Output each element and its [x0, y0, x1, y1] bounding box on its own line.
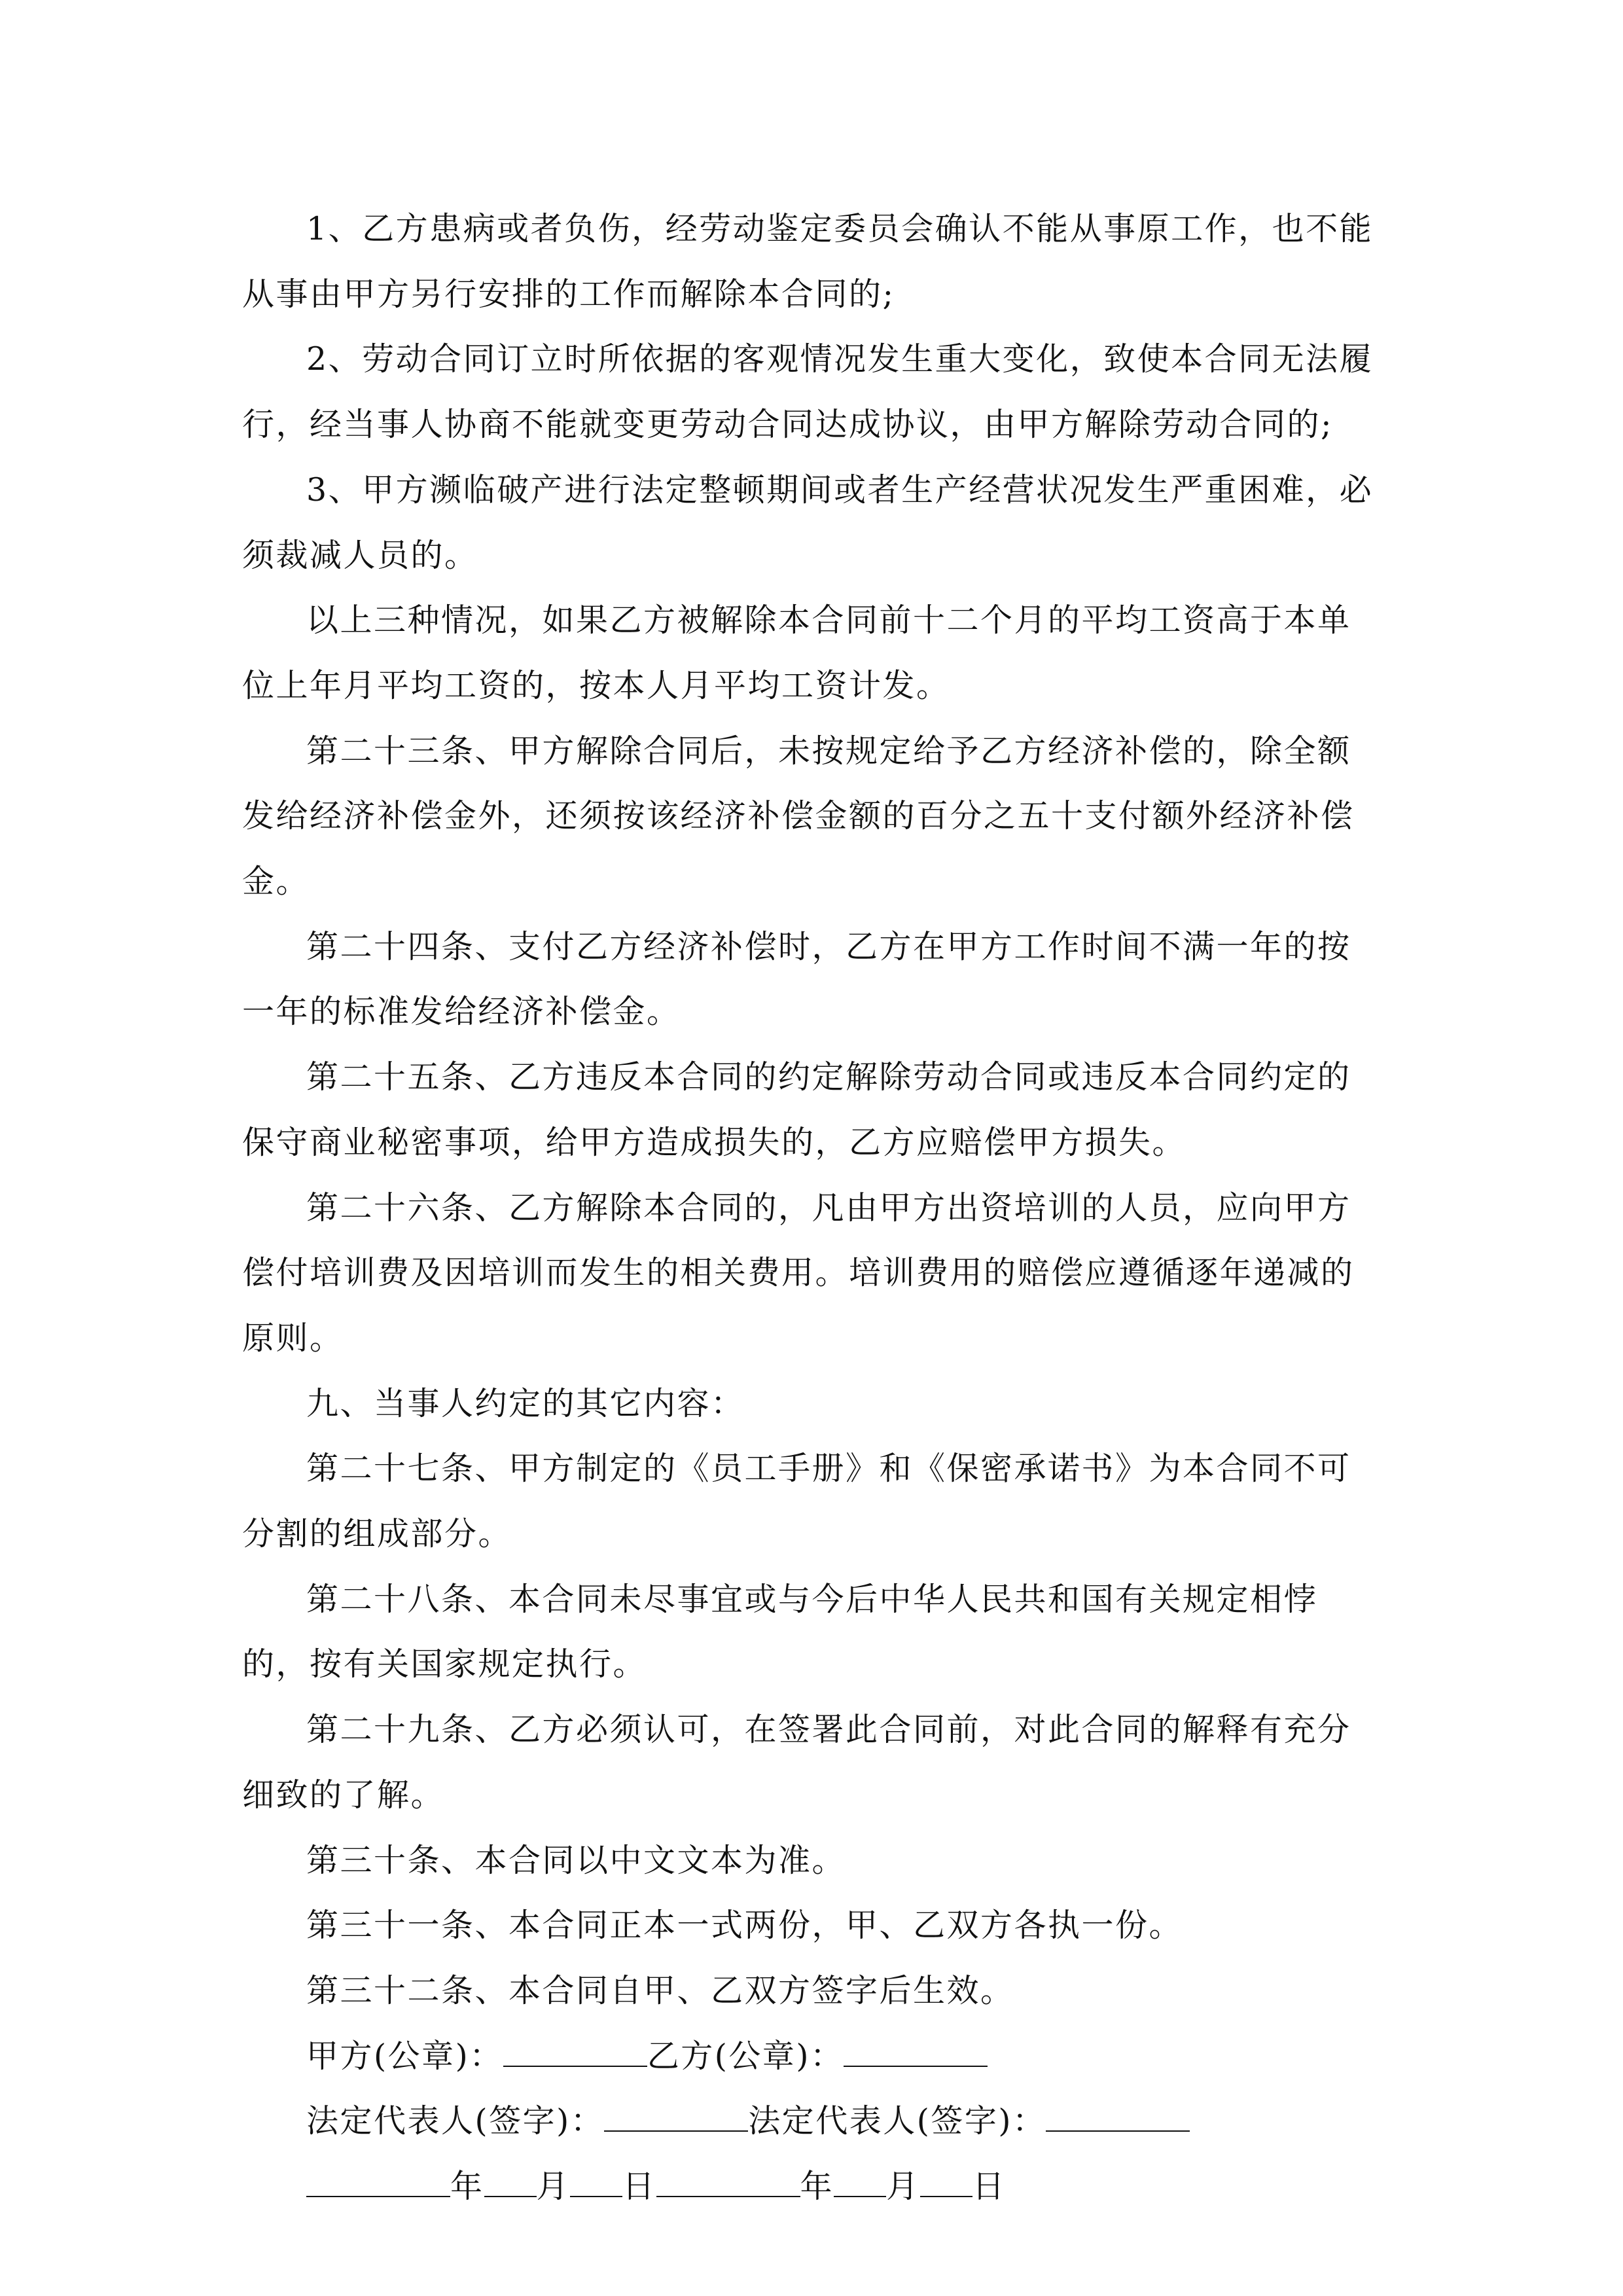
- section-heading: 九、当事人约定的其它内容：: [306, 1384, 745, 1422]
- clause-paragraph: 第二十三条、甲方解除合同后，未按规定给予乙方经济补偿的，除全额发给经济补偿金外，还须按该经济补偿金额的百分之五十支付额外经济补偿金。: [242, 732, 1355, 901]
- clause-paragraph: 第三十一条、本合同正本一式两份，甲、乙双方各执一份。: [306, 1907, 1183, 1945]
- party-a-rep-blank: [604, 2091, 748, 2132]
- party-a-seal-blank: [503, 2026, 647, 2067]
- year-blank-a: [306, 2157, 450, 2197]
- day-label-a: 日: [622, 2168, 656, 2206]
- year-blank-b: [656, 2157, 800, 2197]
- month-label-a: 月: [536, 2168, 571, 2206]
- date-line: [242, 2154, 1381, 2219]
- year-label-b: 年: [800, 2168, 834, 2206]
- representative-signature-line: [242, 2089, 1381, 2154]
- party-b-rep-label: 法定代表人(签字)：: [748, 2102, 1046, 2140]
- clause-paragraph: 第二十四条、支付乙方经济补偿时，乙方在甲方工作时间不满一年的按一年的标准发给经济补偿金。: [242, 927, 1351, 1031]
- clause-paragraph: 以上三种情况，如果乙方被解除本合同前十二个月的平均工资高于本单位上年月平均工资的，按本人月平均工资计发。: [242, 601, 1351, 704]
- party-b-seal-blank: [844, 2026, 988, 2067]
- clause-paragraph: 2、劳动合同订立时所依据的客观情况发生重大变化，致使本合同无法履行，经当事人协商不能就变更劳动合同达成协议，由甲方解除劳动合同的;: [242, 340, 1374, 444]
- clause-paragraph: 3、甲方濒临破产进行法定整顿期间或者生产经营状况发生严重困难，必须裁减人员的。: [242, 471, 1374, 574]
- clause-paragraph: 第三十二条、本合同自甲、乙双方签字后生效。: [306, 1971, 1014, 2009]
- clause-paragraph: 第二十八条、本合同未尽事宜或与今后中华人民共和国有关规定相悖的，按有关国家规定执行。: [242, 1580, 1318, 1683]
- day-blank-a: [570, 2157, 622, 2197]
- day-label-b: 日: [972, 2168, 1007, 2206]
- month-blank-a: [484, 2157, 537, 2197]
- party-a-rep-label: 法定代表人(签字)：: [306, 2102, 605, 2140]
- year-label-a: 年: [450, 2168, 484, 2206]
- clause-paragraph: 第二十七条、甲方制定的《员工手册》和《保密承诺书》为本合同不可分割的组成部分。: [242, 1450, 1351, 1553]
- clause-paragraph: 第三十条、本合同以中文文本为准。: [306, 1841, 846, 1879]
- party-b-rep-blank: [1046, 2091, 1190, 2132]
- month-label-b: 月: [886, 2168, 920, 2206]
- party-a-seal-label: 甲方(公章)：: [306, 2037, 503, 2075]
- seal-signature-line: [242, 2024, 1381, 2089]
- clause-paragraph: 第二十九条、乙方必须认可，在签署此合同前，对此合同的解释有充分细致的了解。: [242, 1711, 1351, 1814]
- month-blank-b: [834, 2157, 886, 2197]
- clause-paragraph: 1、乙方患病或者负伤，经劳动鉴定委员会确认不能从事原工作，也不能从事由甲方另行安排的工作而解除本合同的;: [242, 210, 1374, 313]
- day-blank-b: [920, 2157, 972, 2197]
- contract-body: [242, 196, 1381, 2219]
- clause-paragraph: 第二十五条、乙方违反本合同的约定解除劳动合同或违反本合同约定的保守商业秘密事项，给甲方造成损失的，乙方应赔偿甲方损失。: [242, 1058, 1351, 1161]
- clause-paragraph: 第二十六条、乙方解除本合同的，凡由甲方出资培训的人员，应向甲方偿付培训费及因培训而发生的相关费用。培训费用的赔偿应遵循逐年递减的原则。: [242, 1189, 1355, 1357]
- party-b-seal-label: 乙方(公章)：: [647, 2037, 844, 2075]
